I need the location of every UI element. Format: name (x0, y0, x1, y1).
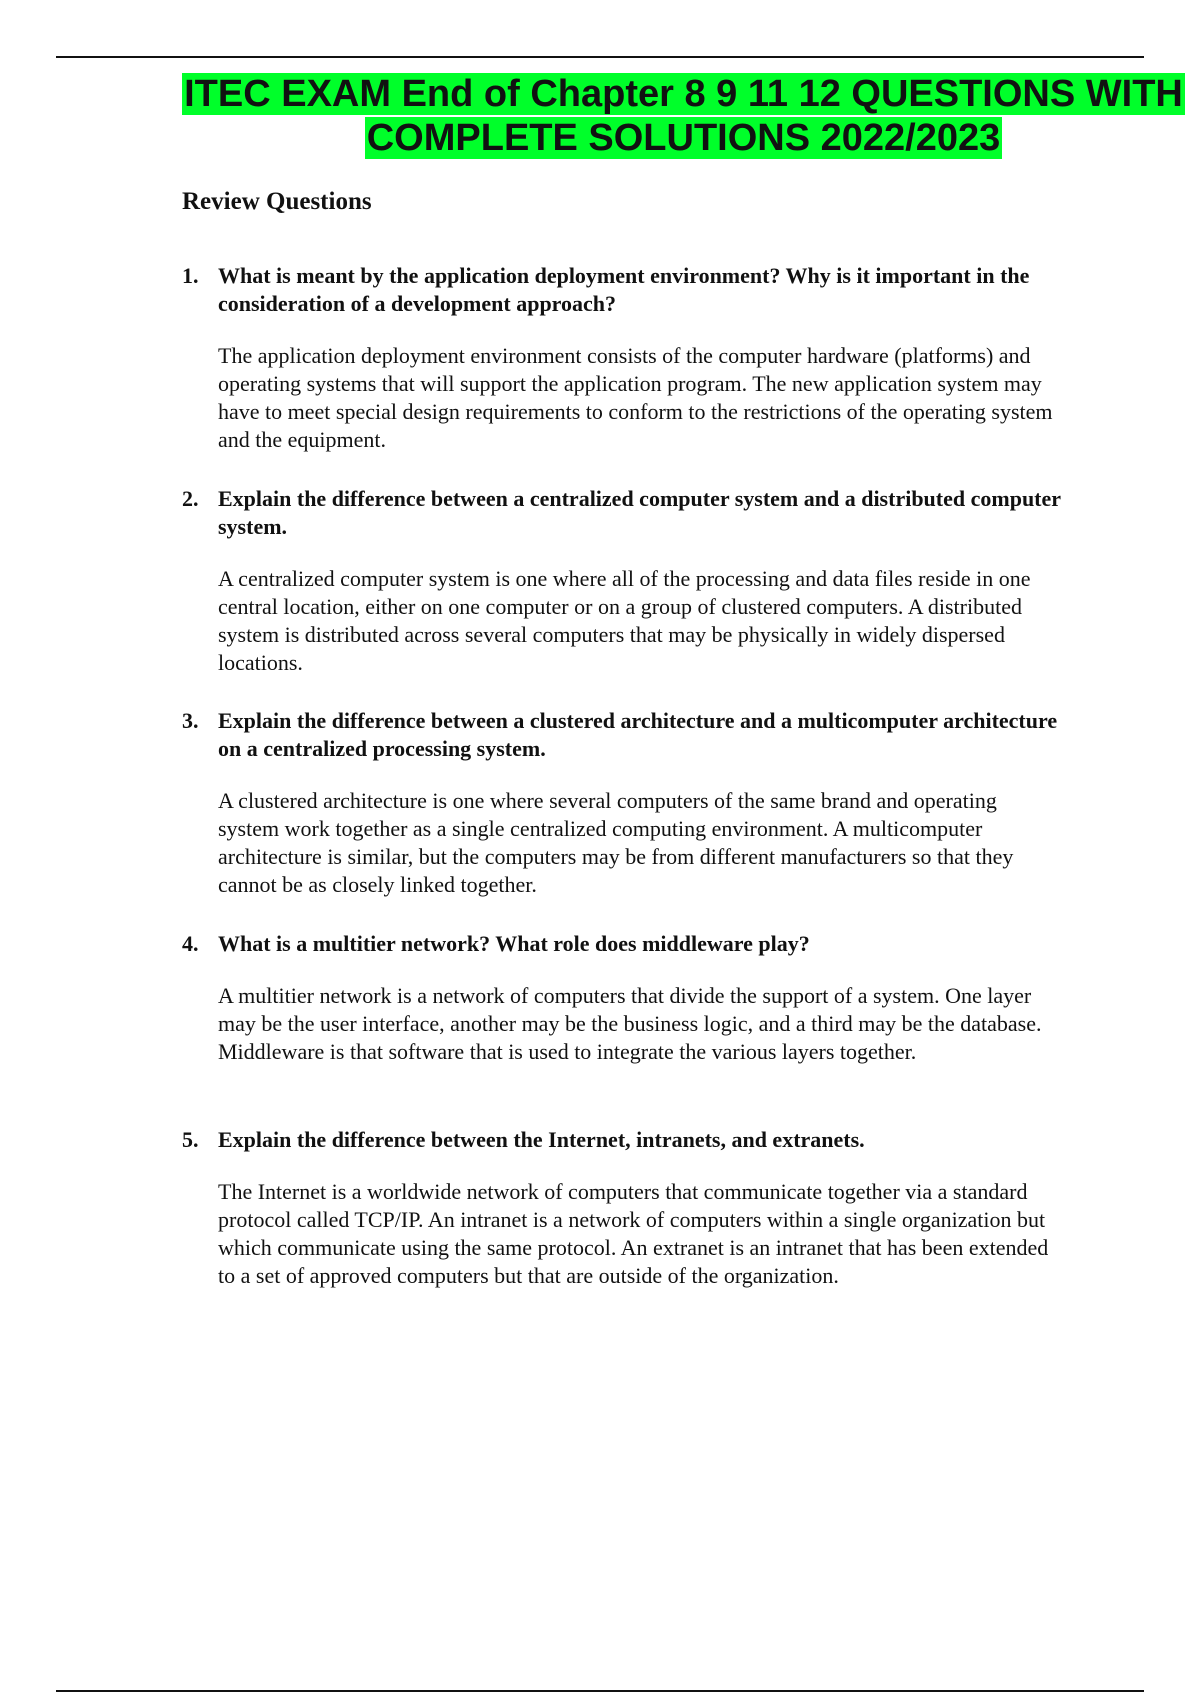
bottom-rule (56, 1690, 1144, 1692)
question-item-2 (182, 485, 1062, 677)
question-item-4 (182, 930, 1062, 1066)
answer-text: The application deployment environment consists of the computer hardware (platforms) and operating systems that will support the application program. The new application system may have to meet special design requirements to conform to the restrictions of the operating system and the equipment. (218, 343, 1053, 452)
question-number: 1. (182, 263, 199, 288)
question-text: What is a multitier network? What role does middleware play? (218, 931, 810, 956)
question-item-1 (182, 262, 1062, 454)
answer-text: The Internet is a worldwide network of computers that communicate together via a standard protocol called TCP/IP. An intranet is a network of computers within a single organization but which communicate using the same protocol. An extranet is an intranet that has been extended to a set of approved computers but that are outside of the organization. (218, 1179, 1049, 1288)
question-text: What is meant by the application deployment environment? Why is it important in the consideration of a development approach? (218, 263, 1030, 316)
question-text: Explain the difference between the Internet, intranets, and extranets. (218, 1127, 865, 1152)
title-line-1: ITEC EXAM End of Chapter 8 9 11 12 QUESTIONS WITH (184, 73, 1183, 115)
answer-text: A centralized computer system is one where all of the processing and data files reside in one central location, either on one computer or on a group of clustered computers. A distributed system is distributed across several computers that may be physically in widely dispersed locations. (218, 566, 1031, 675)
question-number: 4. (182, 931, 199, 956)
answer-text: A clustered architecture is one where several computers of the same brand and operating system work together as a single centralized computing environment. A multicomputer architecture is similar, but the computers may be from different manufacturers so that they cannot be as closely linked together. (218, 788, 1014, 897)
question-item-3 (182, 707, 1062, 899)
section-heading: Review Questions (182, 188, 372, 215)
question-item-5 (182, 1126, 1062, 1290)
top-rule (56, 56, 1144, 58)
question-number: 3. (182, 708, 199, 733)
question-text: Explain the difference between a centralized computer system and a distributed computer system. (218, 486, 1061, 539)
question-text: Explain the difference between a clustered architecture and a multicomputer architecture on a centralized processing system. (218, 708, 1058, 761)
title-line-2: COMPLETE SOLUTIONS 2022/2023 (366, 117, 1001, 159)
answer-text: A multitier network is a network of computers that divide the support of a system. One layer may be the user interface, another may be the business logic, and a third may be the database. Middleware is that software that is used to integrate the various layers together. (218, 983, 1042, 1064)
question-number: 5. (182, 1127, 199, 1152)
document-title (176, 72, 1191, 160)
question-number: 2. (182, 486, 199, 511)
